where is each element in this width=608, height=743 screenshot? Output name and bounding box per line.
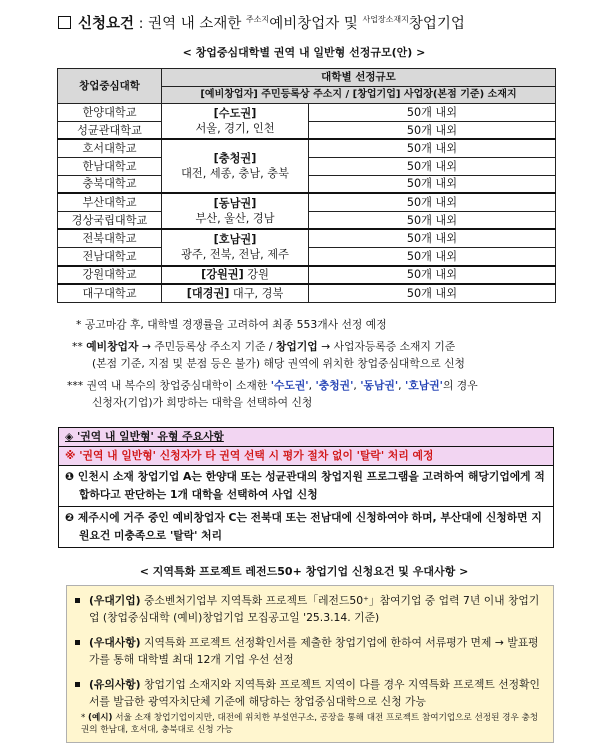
region-dongnam: [동남권] 부산, 울산, 경남	[162, 193, 309, 229]
empty-square-icon	[58, 16, 71, 29]
key-points-example-2: ❷ 제주시에 거주 중인 예비창업자 C는 전북대 또는 전남대에 신청하여야 하며, 부산대에 신청하면 지원요건 미충족으로 '탈락' 처리	[65, 511, 542, 542]
table-row-quota: 50개 내외	[309, 229, 556, 247]
table-row-university: 한양대학교	[58, 104, 162, 122]
table-row-university: 성균관대학교	[58, 121, 162, 139]
table-row-university: 전북대학교	[58, 229, 162, 247]
table-row-university: 대구대학교	[58, 284, 162, 302]
bullet-square-icon	[75, 640, 80, 645]
table-row-university: 부산대학교	[58, 193, 162, 211]
table-row-quota: 50개 내외	[309, 247, 556, 265]
note-3-cont: 신청자(기업)가 희망하는 대학을 선택하여 신청	[92, 396, 313, 409]
table-row-university: 강원대학교	[58, 266, 162, 285]
section-title	[58, 12, 465, 33]
bullet-square-icon	[75, 682, 80, 687]
table-row-quota: 50개 내외	[309, 193, 556, 211]
header-quota: 대학별 선정규모	[162, 69, 556, 87]
note-1: * 공고마감 후, 대학별 경쟁률을 고려하여 최종 553개사 선정 예정	[76, 318, 387, 331]
legend50-item-caution: (유의사항) 창업기업 소재지와 지역특화 프로젝트 지역이 다를 경우 지역특화 프로젝트 선정확인서를 발급한 광역자치단체 기준에 해당하는 창업중심대학으로 신청 가능	[75, 676, 545, 710]
legend50-box	[66, 585, 554, 743]
table-row-university: 경상국립대학교	[58, 211, 162, 229]
title-sup2: 사업장소재지	[362, 15, 409, 24]
region-sudo: [수도권] 서울, 경기, 인천	[162, 104, 309, 140]
table-row-quota: 50개 내외	[309, 104, 556, 122]
footnotes	[58, 316, 558, 412]
legend50-item-preferred: (우대기업) 중소벤처기업부 지역특화 프로젝트「레전드50⁺」참여기업 중 업력 7년 이내 창업기업 (창업중심대학 (예비)창업기업 모집공고일 '25.3.14. 기준)	[75, 592, 545, 626]
note-2: ** 예비창업자 → 주민등록상 주소지 기준 / 창업기업 → 사업자등록증 소재지 기준	[72, 339, 456, 353]
title-part2: 예비창업자 및	[269, 16, 363, 32]
key-points-example-1: ❶ 인천시 소재 창업기업 A는 한양대 또는 성균관대의 창업지원 프로그램을 고려하여 해당기업에게 적합하다고 판단하는 1개 대학을 선택하여 사업 신청	[59, 466, 553, 507]
table-row-quota: 50개 내외	[309, 121, 556, 139]
title-sup1: 주소지	[246, 15, 270, 24]
table-row-university: 한남대학교	[58, 157, 162, 175]
region-gangwon: [강원권] 강원	[162, 266, 309, 285]
key-points-warning: ※ '권역 내 일반형' 신청자가 타 권역 선택 시 평가 절차 없이 '탈락' 처리 예정	[59, 447, 553, 466]
table-row-quota: 50개 내외	[309, 266, 556, 285]
table-row-quota: 50개 내외	[309, 139, 556, 157]
table-row-quota: 50개 내외	[309, 284, 556, 302]
title-label: 신청요건	[78, 16, 135, 32]
table-row-quota: 50개 내외	[309, 211, 556, 229]
table-row-university: 호서대학교	[58, 139, 162, 157]
table-heading: < 창업중심대학별 권역 내 일반형 선정규모(안) >	[182, 46, 426, 59]
header-university: 창업중심대학	[58, 69, 162, 104]
table-row-quota: 50개 내외	[309, 157, 556, 175]
title-part3: 창업기업	[408, 16, 465, 32]
note-3: *** 권역 내 복수의 창업중심대학이 소재한 '수도권', '충청권', '동남권', '호남권'의 경우	[67, 378, 478, 392]
legend50-item-benefit: (우대사항) 지역특화 프로젝트 선정확인서를 제출한 창업기업에 한하여 서류평가 면제 → 발표평가를 통해 대학별 최대 12개 기업 우선 선정	[75, 634, 545, 668]
table-row-university: 전남대학교	[58, 247, 162, 265]
title-colon: :	[134, 16, 149, 32]
note-2-cont: (본점 기준, 지점 및 분점 등은 불가) 해당 권역에 위치한 창업중심대학으로 신청	[92, 357, 465, 370]
key-points-header: ◈ '권역 내 일반형' 유형 주요사항	[59, 428, 553, 447]
quota-table	[57, 68, 556, 303]
region-daegyeong: [대경권] 대구, 경북	[162, 284, 309, 302]
key-points-box	[58, 427, 554, 548]
region-chungcheong: [충청권] 대전, 세종, 충남, 충북	[162, 139, 309, 193]
table-row-quota: 50개 내외	[309, 175, 556, 193]
header-criteria: [예비창업자] 주민등록상 주소지 / [창업기업] 사업장(본점 기준) 소재지	[162, 86, 556, 104]
table-row-university: 충북대학교	[58, 175, 162, 193]
box2-heading: < 지역특화 프로젝트 레전드50+ 창업기업 신청요건 및 우대사항 >	[139, 565, 469, 578]
region-honam: [호남권] 광주, 전북, 전남, 제주	[162, 229, 309, 265]
title-part1: 권역 내 소재한	[148, 16, 247, 32]
bullet-square-icon	[75, 598, 80, 603]
legend50-example: * (예시) 서울 소재 창업기업이지만, 대전에 위치한 부설연구소, 공장을 통해 대전 프로젝트 참여기업으로 선정된 경우 충청권의 한남대, 호서대, 충북대로 신청 가능	[81, 713, 539, 735]
